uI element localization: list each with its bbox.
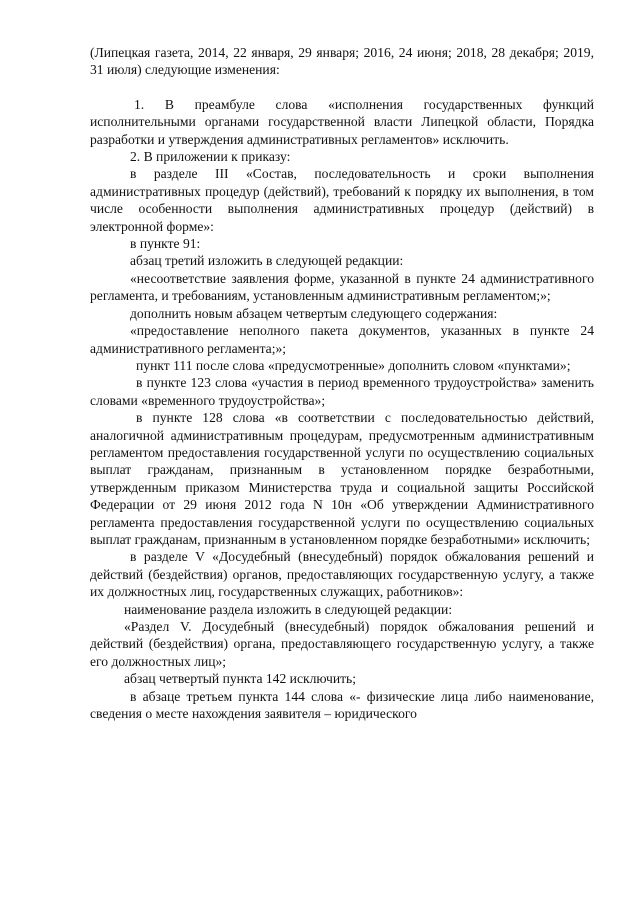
document-page (90, 44, 594, 722)
paragraph-intro: (Липецкая газета, 2014, 22 января, 29 января; 2016, 24 июня; 2018, 28 декабря; 2019, 31 июля) следующие изменения: (90, 45, 594, 78)
paragraph-add-fourth: дополнить новым абзацем четвертым следующего содержания: (130, 305, 498, 321)
paragraph-quote-2: «предоставление неполного пакета документов, указанных в пункте 24 административного регламента;»; (90, 323, 594, 356)
paragraph-point-144: в абзаце третьем пункта 144 слова «- физические лица либо наименование, сведения о месте нахождения заявителя – юридического (90, 688, 594, 722)
paragraph-section-5: в разделе V «Досудебный (внесудебный) порядок обжалования решений и действий (бездействия) органов, предоставляющих государственную услугу, а также их должностных лиц, государственных служащих, работников»: (90, 549, 594, 600)
paragraph-quote-3: «Раздел V. Досудебный (внесудебный) порядок обжалования решений и действий (бездействия) органа, предоставляющего государственную услугу, а также его должностных лиц»; (90, 619, 594, 669)
paragraph-point-111: пункт 111 после слова «предусмотренные» дополнить словом «пунктами»; (136, 357, 571, 373)
paragraph-point-91: в пункте 91: (130, 236, 201, 252)
paragraph-item-2: 2. В приложении к приказу: (130, 149, 291, 165)
paragraph-third-abzac: абзац третий изложить в следующей редакции: (130, 253, 404, 269)
paragraph-point-142: абзац четвертый пункта 142 исключить; (124, 671, 357, 687)
paragraph-item-1: 1. В преамбуле слова «исполнения государственных функций исполнительными органами государственной власти Липецкой области, Порядка разработки и утверждения административных регламентов» исключить. (90, 96, 594, 147)
paragraph-section-name: наименование раздела изложить в следующей редакции: (124, 601, 453, 617)
paragraph-point-123: в пункте 123 слова «участия в период временного трудоустройства» заменить словами «временного трудоустройства»; (90, 375, 594, 408)
paragraph-section-3: в разделе III «Состав, последовательность и сроки выполнения административных процедур (действий), требований к порядку их выполнения, в том числе особенности выполнения административных процедур (действий) в электронной форме»: (90, 166, 594, 234)
paragraph-quote-1: «несоответствие заявления форме, указанной в пункте 24 административного регламента, и требованиям, установленным административным регламентом;»; (90, 270, 594, 304)
paragraph-point-128: в пункте 128 слова «в соответствии с последовательностью действий, аналогичной административным процедурам, предусмотренным административным регламентом предоставления государственной услуги по осуществлению социальных выплат гражданам, признанным в установленном порядке безработными, утвержденным приказом Министерства труда и социальной защиты Российской Федерации от 29 июня 2012 года N 10н «Об утверждении Административного регламента предоставления государственной услуги по осуществлению социальных выплат гражданам, признанным в установленном порядке безработными» исключить; (90, 410, 594, 547)
